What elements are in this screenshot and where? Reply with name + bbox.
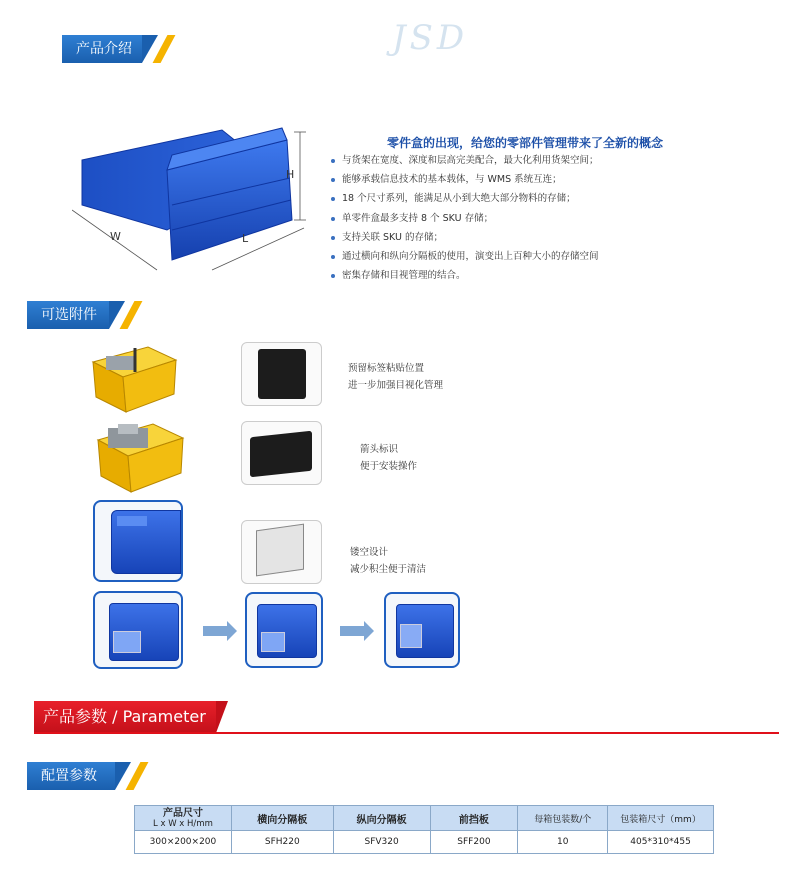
accessory-desc-label: [348, 360, 443, 394]
divider: [34, 732, 779, 734]
table-cell: SFH220: [231, 831, 333, 854]
accessory-image-arrow-panel: [241, 421, 322, 485]
yellow-bin-image-1: [88, 342, 178, 414]
table-cell: SFV320: [333, 831, 430, 854]
table-header-box-size: 包装箱尺寸（mm）: [608, 806, 714, 831]
list-item: 单零件盒最多支持 8 个 SKU 存储；: [330, 209, 599, 228]
watermark: JSD: [392, 18, 469, 58]
table-header-per-box: 每箱包装数/个: [518, 806, 608, 831]
tab-product-intro-label: 产品介绍: [76, 41, 132, 57]
blue-bin-image-1: [93, 500, 183, 582]
tab-accessories-label: 可选附件: [41, 307, 97, 323]
features-title: 零件盒的出现，给您的零部件管理带来了全新的概念: [387, 136, 664, 150]
table-header-vertical: 纵向分隔板: [333, 806, 430, 831]
dimension-h: H: [286, 168, 295, 181]
accessory-desc-line: 箭头标识: [360, 444, 399, 455]
accessory-desc-line: 预留标签粘贴位置: [348, 363, 425, 374]
features-list: [330, 151, 599, 285]
list-item: 通过横向和纵向分隔板的使用，演变出上百种大小的存储空间: [330, 247, 599, 266]
arrow-right-icon: [340, 626, 364, 636]
accessory-desc-hollow: [350, 544, 426, 578]
arrow-right-icon: [203, 626, 227, 636]
table-header-size: 产品尺寸 L x W x H/mm: [135, 806, 232, 831]
list-item: 支持关联 SKU 的存储；: [330, 228, 599, 247]
tab-config: [27, 762, 115, 790]
dimension-l: L: [242, 232, 249, 245]
table-header-horizontal: 横向分隔板: [231, 806, 333, 831]
accessory-desc-arrow: [360, 441, 417, 475]
list-item: 18 个尺寸系列，能满足从小到大绝大部分物料的存储；: [330, 189, 599, 208]
table-cell: 300×200×200: [135, 831, 232, 854]
parameter-heading: 产品参数 / Parameter: [34, 701, 216, 733]
tab-product-intro: [62, 35, 142, 63]
table-header-front: 前挡板: [430, 806, 518, 831]
list-item: 能够承载信息技术的基本载体，与 WMS 系统互连；: [330, 170, 599, 189]
table-cell: SFF200: [430, 831, 518, 854]
dimension-w: W: [110, 230, 121, 243]
accessory-image-hollow-panel: [241, 520, 322, 584]
table-cell: 10: [518, 831, 608, 854]
tab-accessories: [27, 301, 109, 329]
table-row: [135, 831, 714, 854]
accessory-desc-line: 减少积尘便于清洁: [350, 564, 427, 575]
blue-bin-image-2: [93, 591, 183, 669]
yellow-bin-image-2: [93, 418, 185, 494]
blue-bin-image-3: [245, 592, 323, 668]
list-item: 与货架在宽度、深度和层高完美配合，最大化利用货架空间；: [330, 151, 599, 170]
tab-config-label: 配置参数: [41, 768, 97, 784]
list-item: 密集存储和目视管理的结合。: [330, 266, 599, 285]
blue-bin-image-4: [384, 592, 460, 668]
product-illustration: [72, 110, 312, 280]
table-cell: 405*310*455: [608, 831, 714, 854]
accessory-desc-line: 便于安装操作: [360, 461, 418, 472]
accessory-image-label-panel: [241, 342, 322, 406]
accessory-desc-line: 进一步加强目视化管理: [348, 380, 444, 391]
accessory-desc-line: 镂空设计: [350, 547, 389, 558]
parameter-table: [134, 805, 714, 854]
